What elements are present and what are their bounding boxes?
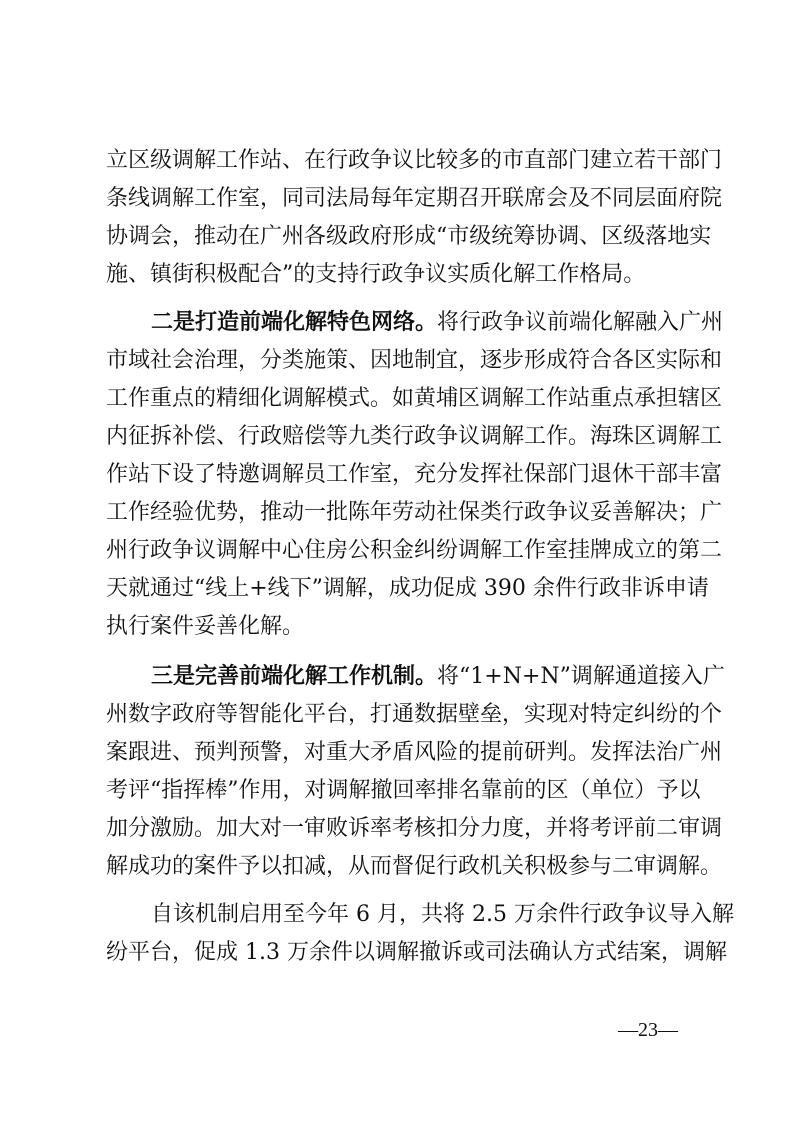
paragraph-third-first-line <box>151 662 725 692</box>
body-line: 执行案件妥善化解。 <box>106 614 305 639</box>
body-line: 州行政争议调解中心住房公积金纠纷调解工作室挂牌成立的第二 <box>106 538 723 563</box>
body-line: 条线调解工作室，同司法局每年定期召开联席会及不同层面府院 <box>106 186 723 211</box>
body-line: 工作经验优势，推动一批陈年劳动社保类行政争议妥善解决；广 <box>106 500 723 525</box>
body-line: 案跟进、预判预警，对重大矛盾风险的提前研判。发挥法治广州 <box>106 740 723 765</box>
body-line: 州数字政府等智能化平台，打通数据壁垒，实现对特定纠纷的个 <box>106 702 723 727</box>
body-line: 考评“指挥棒”作用，对调解撤回率排名靠前的区（单位）予以 <box>106 778 701 803</box>
body-line: 解成功的案件予以扣减，从而督促行政机关积极参与二审调解。 <box>106 854 723 879</box>
body-line: 天就通过“线上+线下”调解，成功促成 390 余件行政非诉申请 <box>106 576 709 601</box>
paragraph-second-first-line <box>151 308 724 338</box>
body-line: 作站下设了特邀调解员工作室，充分发挥社保部门退休干部丰富 <box>106 462 723 487</box>
body-line: 加分激励。加大对一审败诉率考核扣分力度，并将考评前二审调 <box>106 816 723 841</box>
body-text: 将行政争议前端化解融入广州 <box>437 310 724 335</box>
body-text: 将“1+N+N”调解通道接入广 <box>437 664 725 689</box>
section-heading-third: 三是完善前端化解工作机制。 <box>151 664 438 689</box>
body-line: 内征拆补偿、行政赔偿等九类行政争议调解工作。海珠区调解工 <box>106 424 723 449</box>
body-line: 立区级调解工作站、在行政争议比较多的市直部门建立若干部门 <box>106 148 723 173</box>
body-line: 协调会，推动在广州各级政府形成“市级统筹协调、区级落地实 <box>106 224 712 249</box>
body-line: 市域社会治理，分类施策、因地制宜，逐步形成符合各区实际和 <box>106 348 723 373</box>
section-heading-second: 二是打造前端化解特色网络。 <box>151 310 438 335</box>
body-line: 纷平台，促成 1.3 万余件以调解撤诉或司法确认方式结案，调解 <box>106 940 727 965</box>
body-line: 工作重点的精细化调解模式。如黄埔区调解工作站重点承担辖区 <box>106 386 723 411</box>
page-number: —23— <box>618 1019 678 1041</box>
body-line: 自该机制启用至今年 6 月，共将 2.5 万余件行政争议导入解 <box>151 902 734 927</box>
body-line: 施、镇街积极配合”的支持行政争议实质化解工作格局。 <box>106 262 646 287</box>
